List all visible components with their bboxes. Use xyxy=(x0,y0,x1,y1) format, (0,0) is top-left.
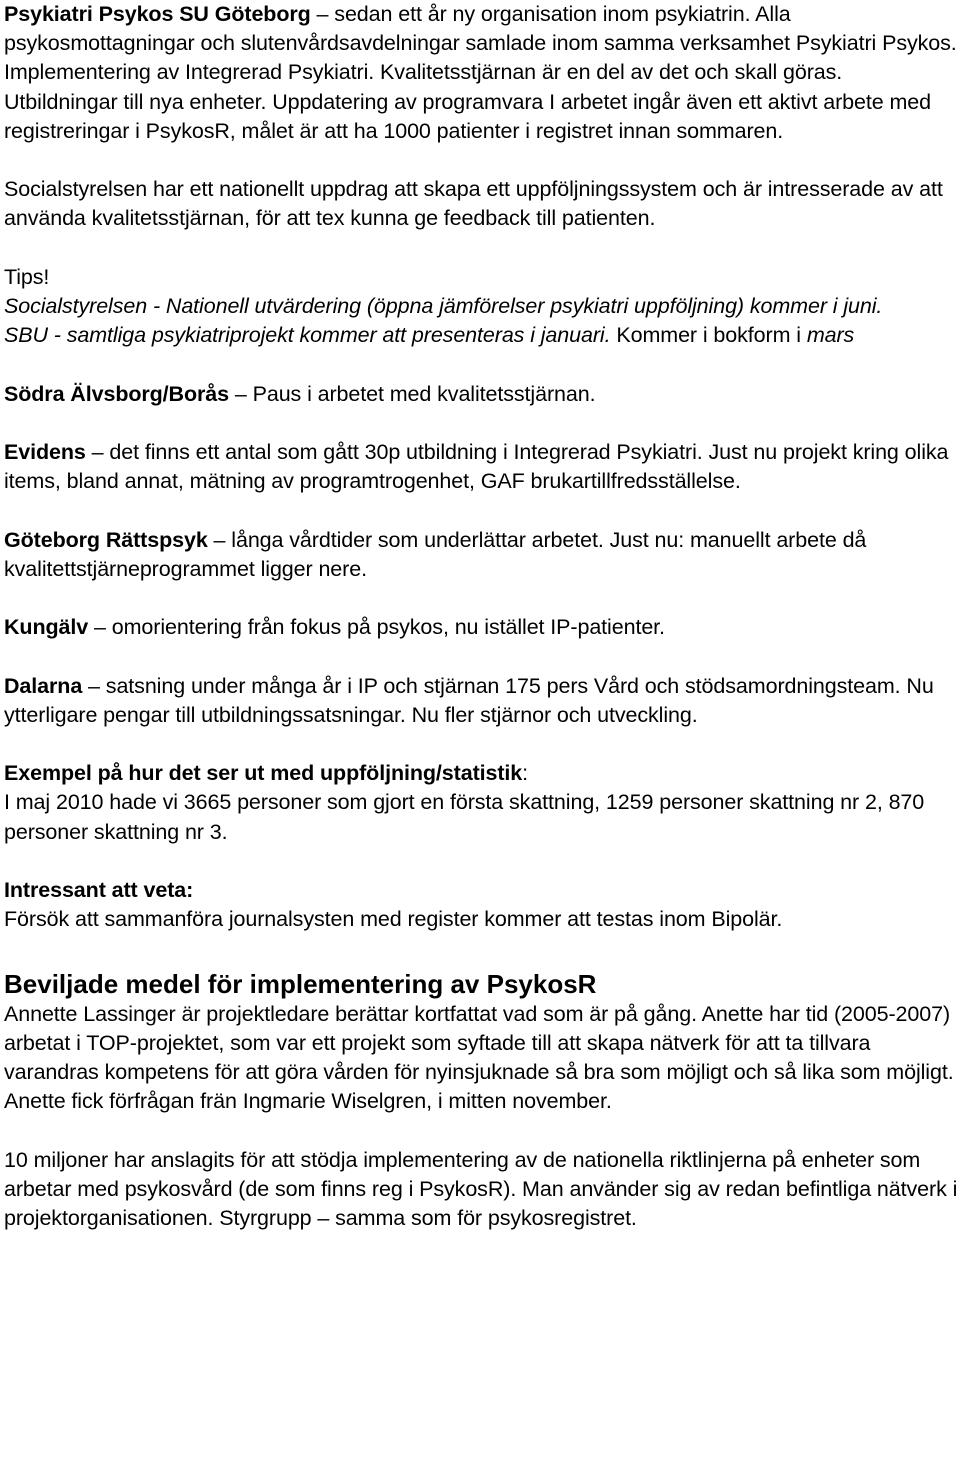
paragraph-psykiatri-psykos xyxy=(4,0,958,146)
section-heading-psykosr: Beviljade medel för implementering av PsykosR xyxy=(4,968,597,999)
paragraph-lead: Evidens xyxy=(4,439,86,464)
paragraph-evidens xyxy=(4,438,958,496)
paragraph-kungalv xyxy=(4,613,958,642)
paragraph-body: Försök att sammanföra journalsysten med register kommer att testas inom Bipolär. xyxy=(4,907,783,932)
paragraph-body: – Paus i arbetet med kvalitetsstjärnan. xyxy=(229,381,596,406)
paragraph-statistik xyxy=(4,759,958,847)
paragraph-lead: Göteborg Rättspsyk xyxy=(4,527,208,552)
paragraph-lead: Dalarna xyxy=(4,673,83,698)
paragraph-body: – sedan ett år ny organisation inom psykiatrin. Alla psykosmottagningar och slutenvårdsavdelningar samlade inom samma verksamhet Psykiatri Psykos. Implementering av Integrerad Psykiatri. Kvalitetsstjärnan är en del av det och skall göras. Utbildningar till nya enheter. Uppdatering av programvara I arbetet ingår även ett aktivt arbete med registreringar i PsykosR, målet är att ha 1000 patienter i registret innan sommaren. xyxy=(4,2,957,143)
paragraph-miljoner: 10 miljoner har anslagits för att stödja implementering av de nationella riktlinjerna på enheter som arbetar med psykosvård (de som finns reg i PsykosR). Man använder sig av redan befintliga nätverk i projektorganisationen. Styrgrupp – samma som för psykosregistret. xyxy=(4,1147,958,1230)
paragraph-goteborg-rattspsyk xyxy=(4,526,958,584)
paragraph-lead: Exempel på hur det ser ut med uppföljning/statistik xyxy=(4,761,523,786)
paragraph-body: – det finns ett antal som gått 30p utbildning i Integrerad Psykiatri. Just nu projekt kring olika items, bland annat, mätning av programtrogenhet, GAF brukartillfredsställelse. xyxy=(4,439,949,494)
paragraph-lead: Psykiatri Psykos SU Göteborg xyxy=(4,2,311,26)
paragraph-lead: Södra Älvsborg/Borås xyxy=(4,381,229,406)
paragraph-lead: Kungälv xyxy=(4,615,89,640)
tips-label: Tips! xyxy=(4,264,50,289)
tips-line-socialstyrelsen: Socialstyrelsen - Nationell utvärdering (öppna jämförelser psykiatri uppföljning) kommer i juni. xyxy=(4,294,883,318)
tips-line-sbu: SBU - samtliga psykiatriprojekt kommer att presenteras i januari. xyxy=(4,323,611,348)
paragraph-socialstyrelsen: Socialstyrelsen har ett nationellt uppdrag att skapa ett uppföljningssystem och är intresserade av att använda kvalitetsstjärnan, för att tex kunna ge feedback till patienten. xyxy=(4,177,943,231)
paragraph-body: I maj 2010 hade vi 3665 personer som gjort en första skattning, 1259 personer skattning nr 2, 870 personer skattning nr 3. xyxy=(4,790,925,844)
paragraph-dalarna xyxy=(4,672,958,730)
paragraph-body: – satsning under många år i IP och stjärnan 175 pers Vård och stödsamordningsteam. Nu ytterligare pengar till utbildningssatsningar. Nu fler stjärnor och utveckling. xyxy=(4,673,934,727)
paragraph-annette: Annette Lassinger är projektledare berättar kortfattat vad som är på gång. Anette har tid (2005-2007) arbetat i TOP-projektet, som var ett projekt som syftade till att skapa nätverk för att ta tillvara varandras kompetens för att göra vården för nyinsjuknade så bra som möjligt och så lika som möjligt. Anette fick förfrågan frän Ingmarie Wiselgren, i mitten november. xyxy=(4,1001,954,1114)
tips-line-sbu-note: Kommer i bokform i xyxy=(610,323,807,348)
paragraph-intressant xyxy=(4,876,958,934)
tips-block xyxy=(4,263,958,351)
paragraph-lead: Intressant att veta: xyxy=(4,877,194,902)
paragraph-body: – långa vårdtider som underlättar arbetet. Just nu: manuellt arbete då kvalitettstjärneprogrammet ligger nere. xyxy=(4,527,867,581)
document-page xyxy=(4,0,958,1233)
paragraph-body: – omorientering från fokus på psykos, nu istället IP-patienter. xyxy=(88,615,665,640)
paragraph-colon: : xyxy=(522,761,529,786)
tips-line-sbu-end: mars xyxy=(806,323,855,348)
paragraph-sodra-alvsborg xyxy=(4,380,958,409)
